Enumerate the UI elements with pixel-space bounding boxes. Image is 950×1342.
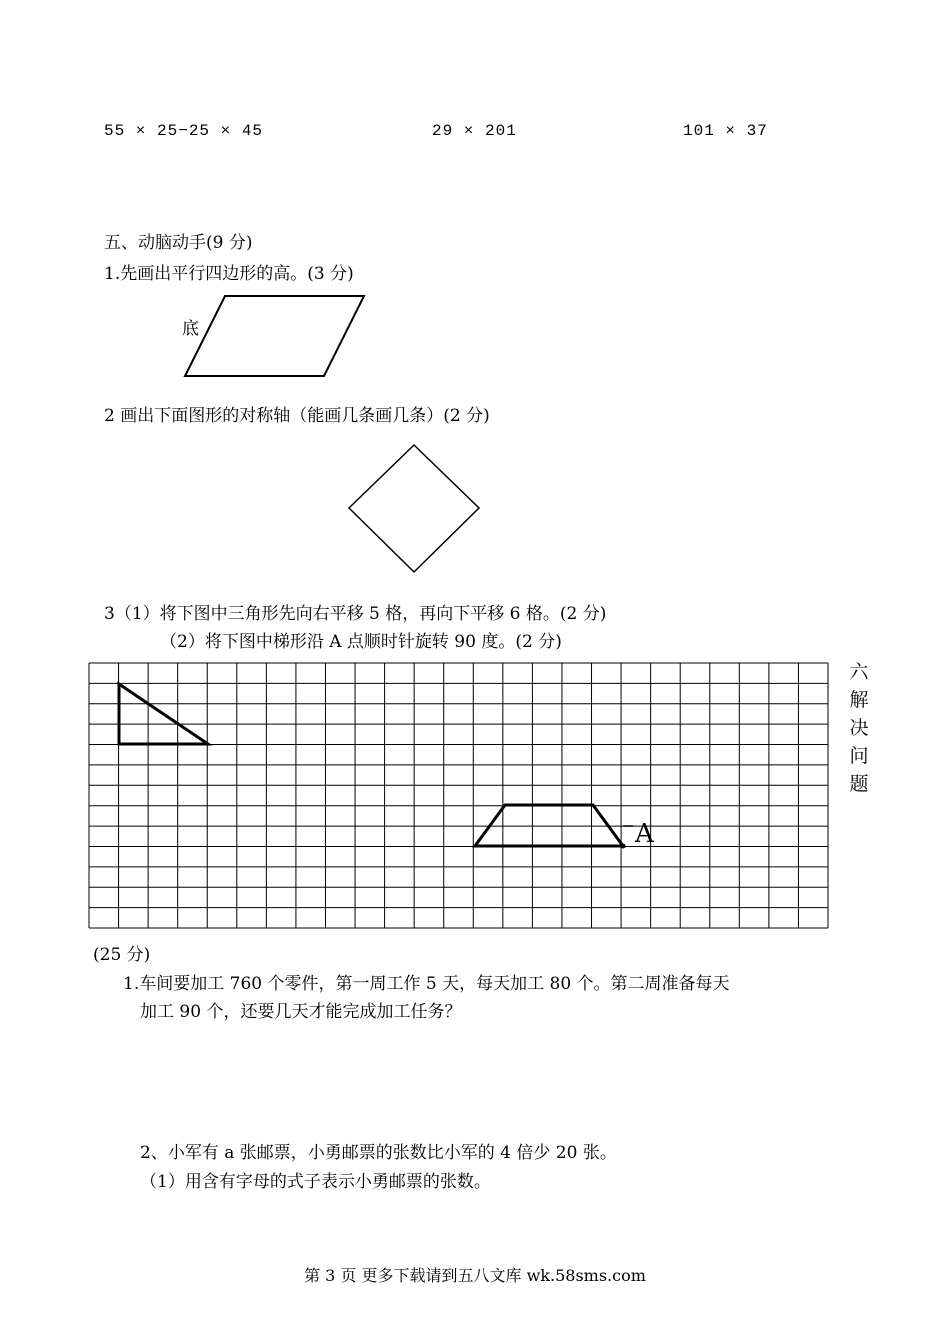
right-triangle bbox=[119, 684, 208, 744]
title-char: 问 bbox=[849, 745, 869, 767]
parallelogram-base-label: 底 bbox=[182, 319, 199, 339]
section-6-score: (25 分) bbox=[93, 945, 151, 965]
section-6-title bbox=[847, 658, 871, 798]
title-char: 六 bbox=[849, 661, 869, 683]
question-2: 2 画出下面图形的对称轴（能画几条画几条）(2 分) bbox=[104, 406, 490, 426]
problem-2-sub-1: （1）用含有字母的式子表示小勇邮票的张数。 bbox=[140, 1172, 491, 1192]
question-3-part-2: （2）将下图中梯形沿 A 点顺时针旋转 90 度。(2 分) bbox=[160, 632, 562, 652]
title-char: 题 bbox=[849, 773, 869, 795]
page-footer: 第 3 页 更多下载请到五八文库 wk.58sms.com bbox=[304, 1266, 646, 1285]
point-a-label: A bbox=[635, 819, 654, 849]
question-3-part-1: 3（1）将下图中三角形先向右平移 5 格，再向下平移 6 格。(2 分) bbox=[104, 604, 607, 624]
question-1: 1.先画出平行四边形的高。(3 分) bbox=[104, 264, 354, 284]
point-a-marker bbox=[621, 844, 626, 849]
expression-3: 101 × 37 bbox=[683, 122, 768, 140]
expression-2: 29 × 201 bbox=[432, 122, 517, 140]
section-5-title: 五、动脑动手(9 分) bbox=[104, 233, 253, 253]
trapezoid bbox=[475, 805, 623, 846]
problem-1-line-1: 1.车间要加工 760 个零件，第一周工作 5 天，每天加工 80 个。第二周准备每天 bbox=[123, 974, 730, 994]
expression-1: 55 × 25−25 × 45 bbox=[104, 122, 264, 140]
title-char: 解 bbox=[849, 689, 869, 711]
problem-1-line-2: 加工 90 个，还要几天才能完成加工任务？ bbox=[140, 1002, 462, 1022]
problem-2: 2、小军有 a 张邮票，小勇邮票的张数比小军的 4 倍少 20 张。 bbox=[140, 1143, 617, 1163]
grid-lines bbox=[89, 663, 828, 928]
title-char: 决 bbox=[849, 717, 869, 739]
